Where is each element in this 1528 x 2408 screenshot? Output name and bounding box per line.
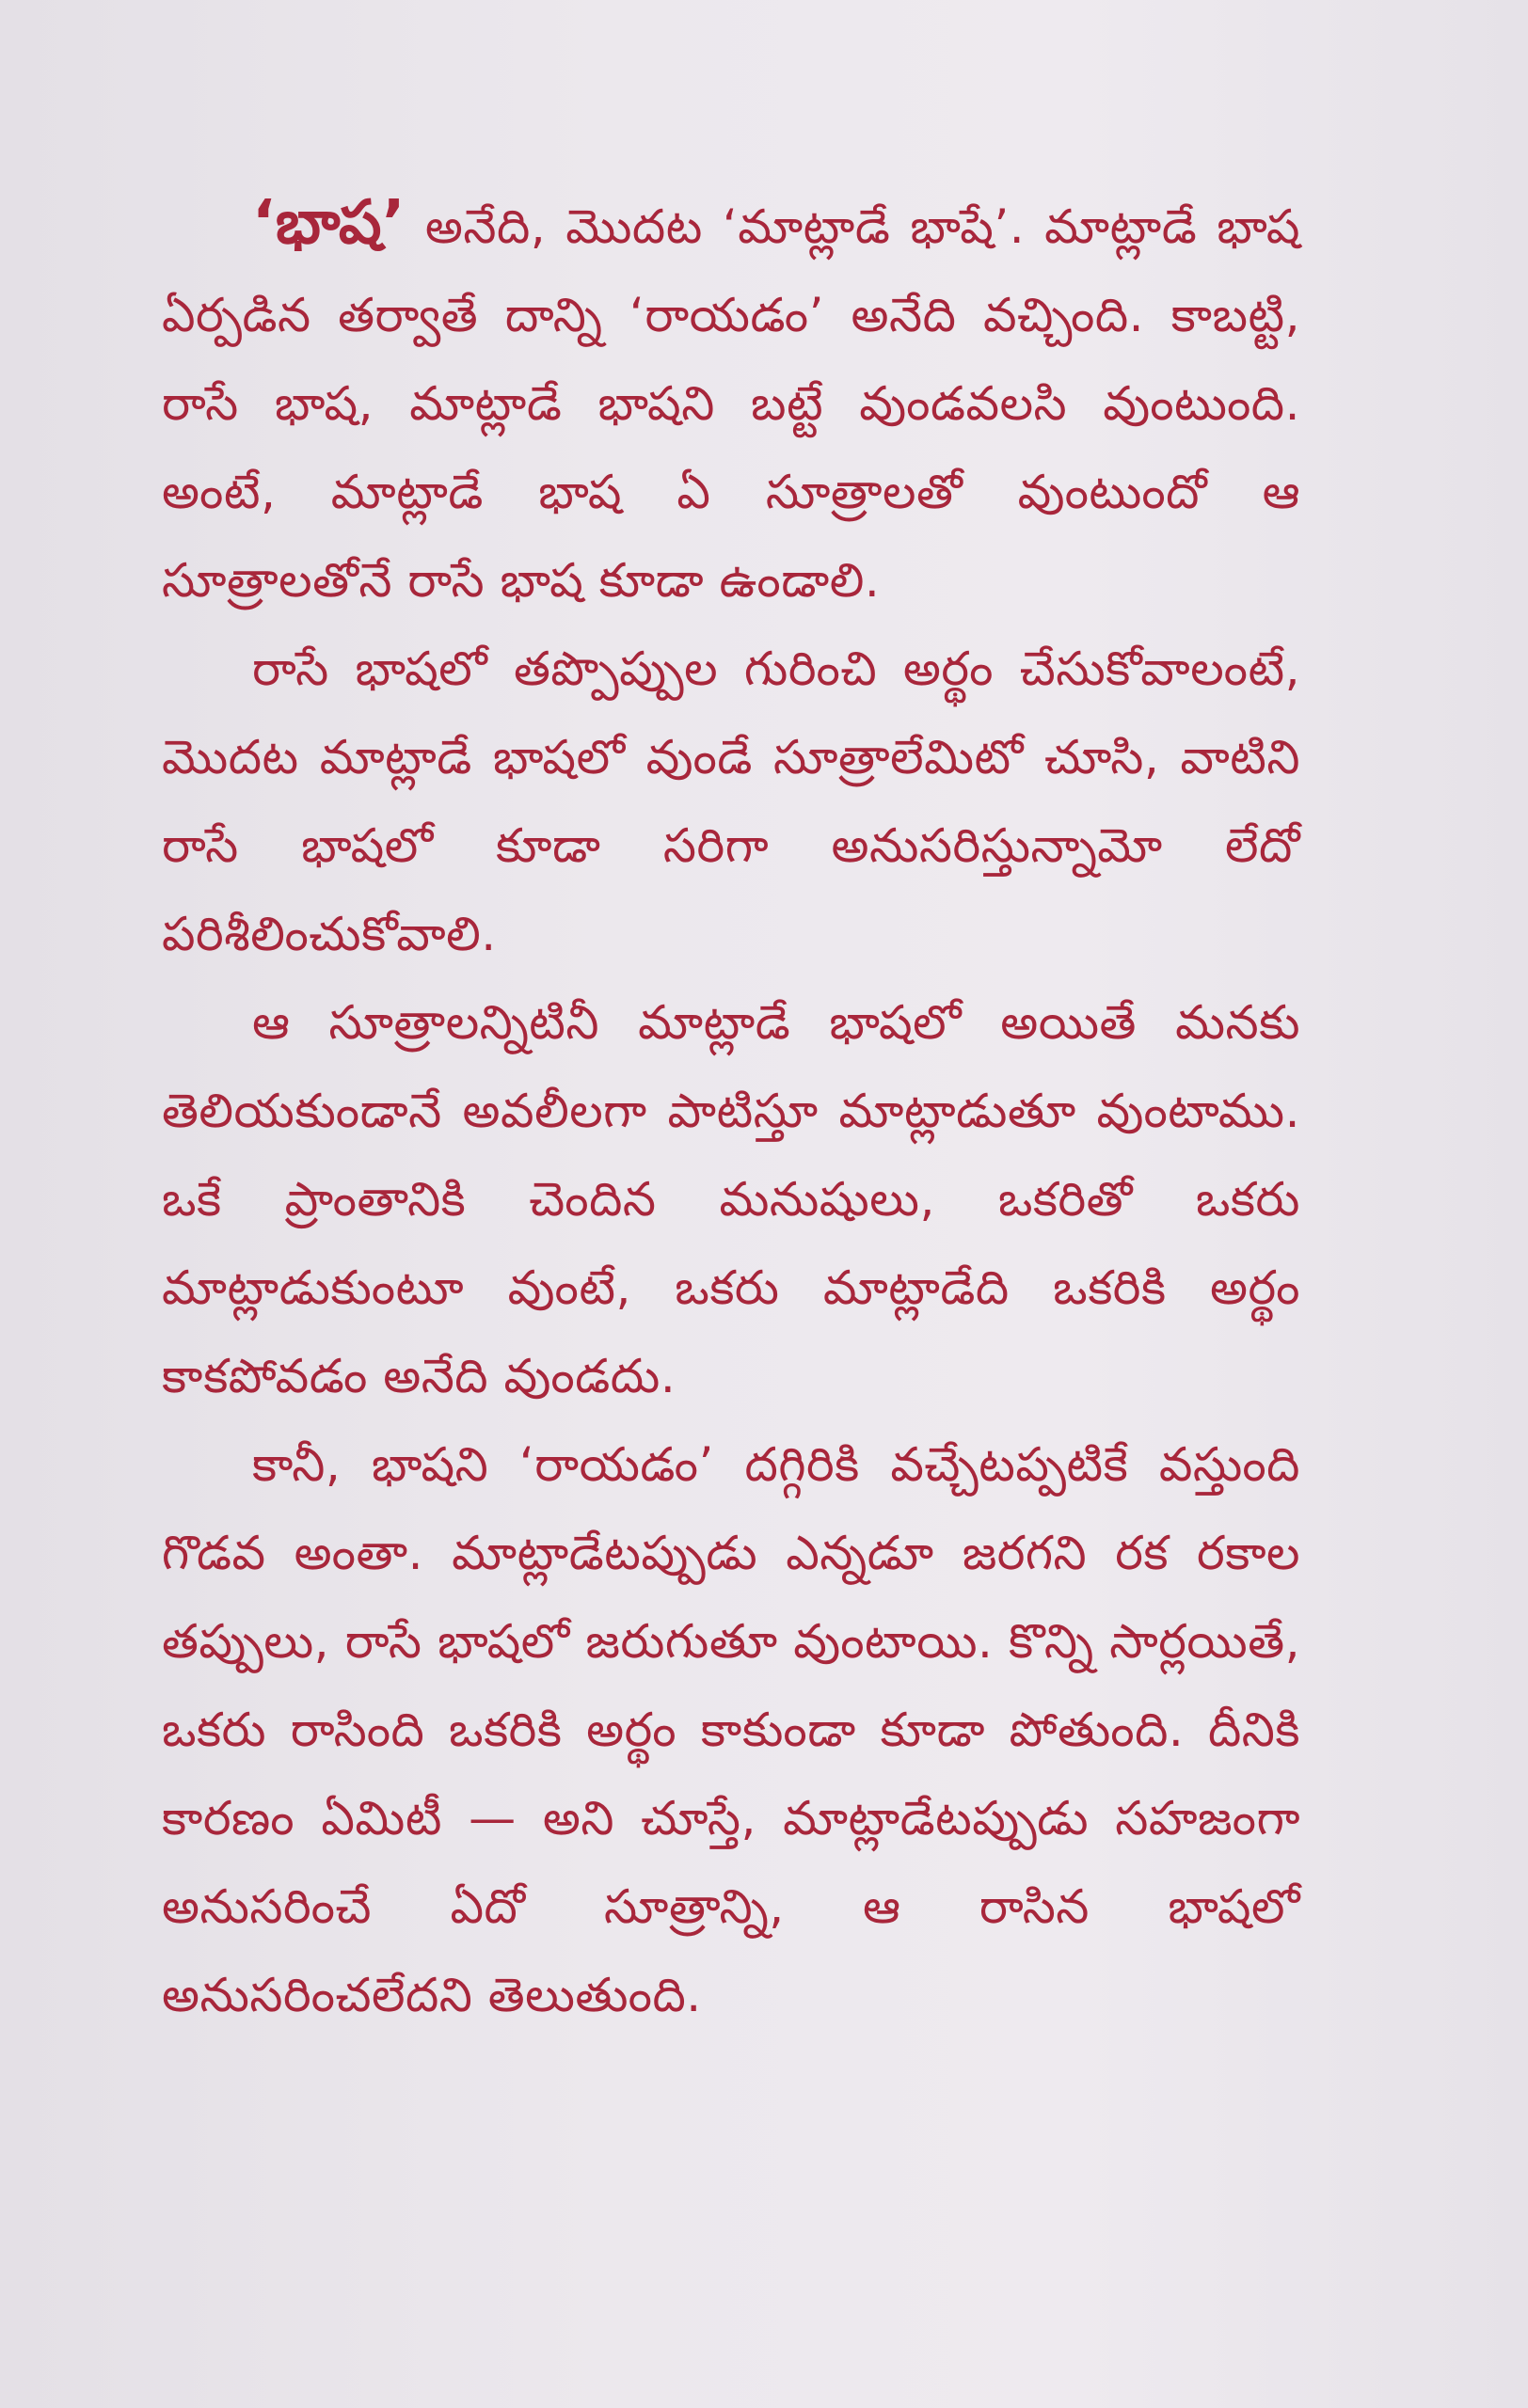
lead-word: ‘భాష’: [252, 188, 406, 258]
paragraph-1-body: అనేది, మొదట ‘మాట్లాడే భాషే’. మాట్లాడే భాష ఏర్పడిన తర్వాతే దాన్ని ‘రాయడం’ అనేది వచ్చింది. కాబట్టి, రాసే భాష, మాట్లాడే భాషని బట్టే వుండవలసి వుంటుంది. అంటే, మాట్లాడే భాష ఏ సూత్రాలతో వుంటుందో ఆ సూత్రాలతోనే రాసే భాష కూడా ఉండాలి.: [162, 199, 1300, 608]
paragraph-2: రాసే భాషలో తప్పొప్పుల గురించి అర్థం చేసుకోవాలంటే, మొదట మాట్లాడే భాషలో వుండే సూత్రాలేమిటో చూసి, వాటిని రాసే భాషలో కూడా సరిగా అనుసరిస్తున్నామో లేదో పరిశీలించుకోవాలి.: [162, 642, 1300, 961]
paragraph-4: కానీ, భాషని ‘రాయడం’ దగ్గిరికి వచ్చేటప్పటికే వస్తుంది గొడవ అంతా. మాట్లాడేటప్పుడు ఎన్నడూ జరగని రక రకాల తప్పులు, రాసే భాషలో జరుగుతూ వుంటాయి. కొన్ని సార్లయితే, ఒకరు రాసింది ఒకరికి అర్థం కాకుండా కూడా పోతుంది. దీనికి కారణం ఏమిటీ — అని చూస్తే, మాట్లాడేటప్పుడు సహజంగా అనుసరించే ఏదో సూత్రాన్ని, ఆ రాసిన భాషలో అనుసరించలేదని తెలుతుంది.: [162, 1437, 1300, 2022]
page-text: [162, 179, 1300, 2039]
paragraph-3: ఆ సూత్రాలన్నిటినీ మాట్లాడే భాషలో అయితే మనకు తెలియకుండానే అవలీలగా పాటిస్తూ మాట్లాడుతూ వుంటాము. ఒకే ప్రాంతానికి చెందిన మనుషులు, ఒకరితో ఒకరు మాట్లాడుకుంటూ వుంటే, ఒకరు మాట్లాడేది ఒకరికి అర్థం కాకపోవడం అనేది వుండదు.: [162, 995, 1300, 1403]
paragraph-1: [162, 179, 1300, 625]
